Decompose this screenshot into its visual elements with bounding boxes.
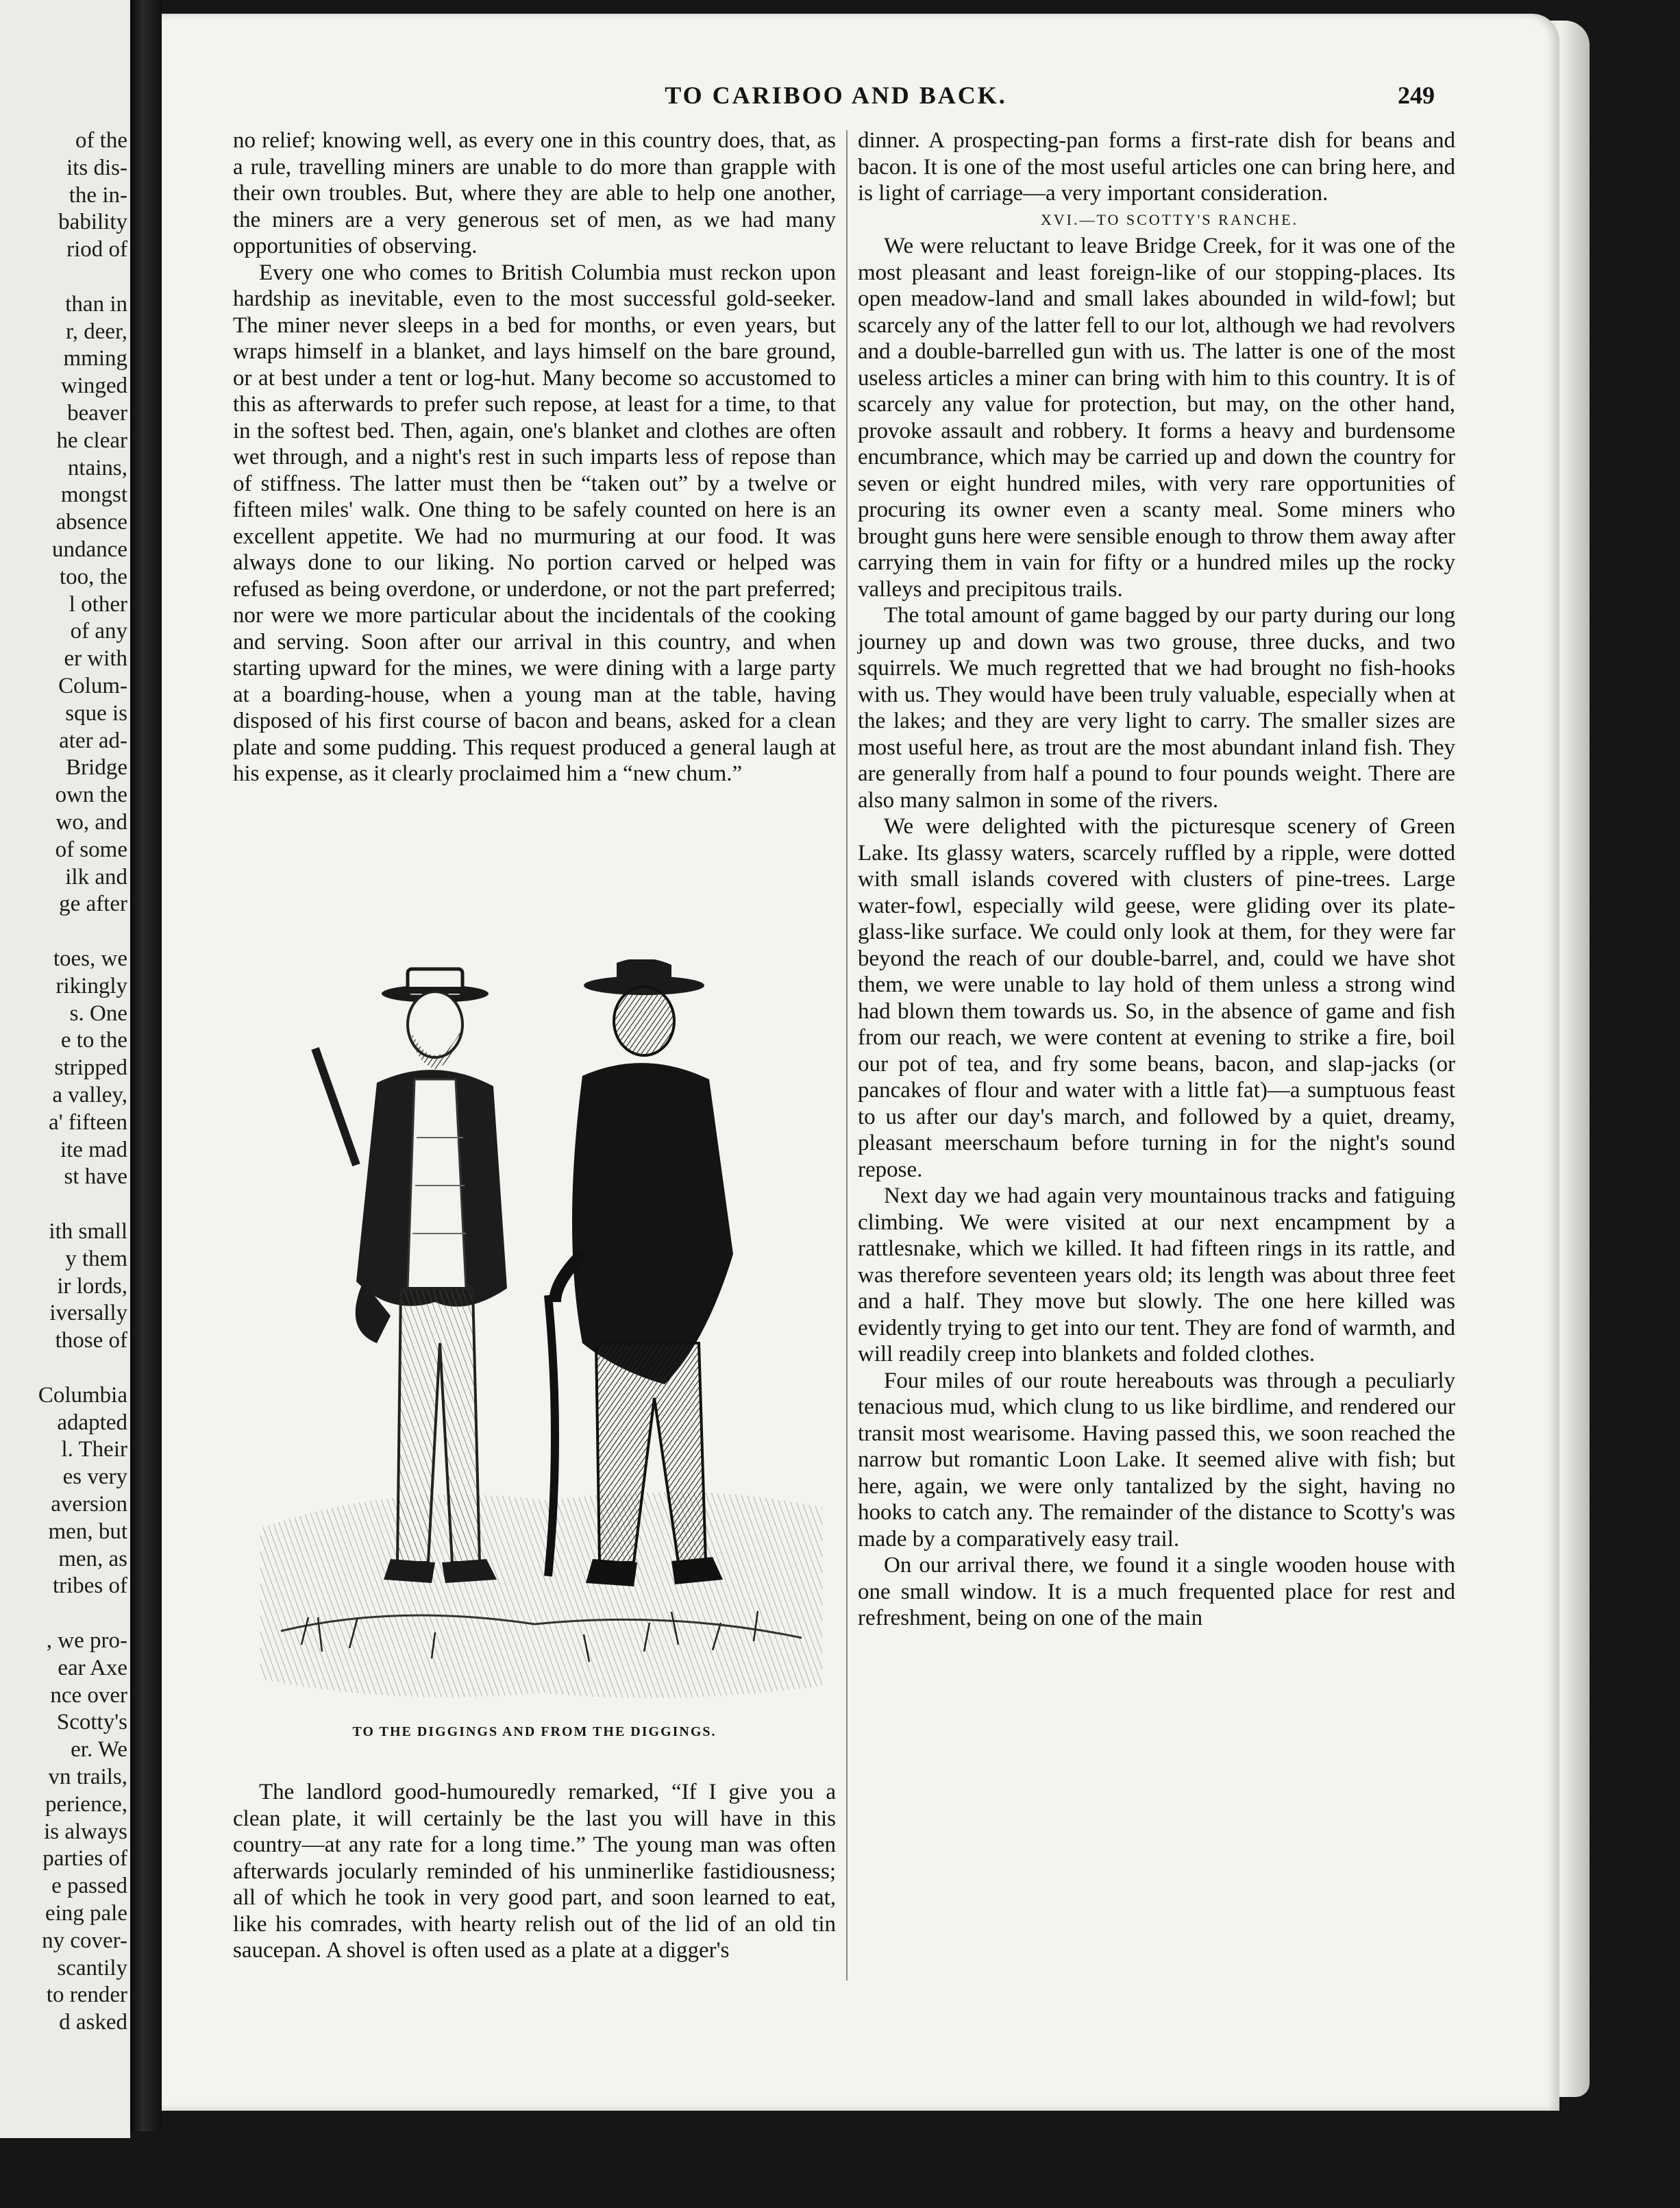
previous-page-line: ilk and: [65, 864, 127, 890]
miner-left-figure: [315, 969, 507, 1583]
previous-page-line: es very: [62, 1464, 127, 1490]
previous-page-line: s. One: [69, 1001, 127, 1026]
previous-page-line: perience,: [45, 1791, 127, 1817]
paragraph: no relief; knowing well, as every one in this country does, that, as a rule, travelling miners are unable to do more than grapple with their own troubles. But, where they are able to help one another, the miners are a very generous set of men, as we had many opportunities of observing.: [233, 128, 836, 258]
previous-page-line: e to the: [60, 1028, 127, 1053]
previous-page-line: aversion: [51, 1492, 127, 1517]
previous-page-line: beaver: [67, 401, 127, 426]
previous-page-line: l. Their: [61, 1437, 127, 1462]
previous-page-line: ater ad-: [59, 728, 127, 753]
previous-page-line: winged: [60, 373, 127, 399]
left-column-continued: [233, 1779, 836, 1964]
previous-page-line: men, as: [58, 1546, 127, 1571]
previous-page-line: mming: [63, 346, 127, 371]
previous-page-line: y them: [65, 1246, 127, 1271]
previous-page-line: Bridge: [66, 755, 127, 781]
previous-page-line: r, deer,: [66, 319, 127, 344]
previous-page-line: ear Axe: [58, 1655, 127, 1680]
previous-page-line: wo, and: [55, 810, 127, 835]
paragraph: On our arrival there, we found it a single wooden house with one small window. It is a much frequented place for rest and refreshment, being on one of the main: [858, 1553, 1455, 1630]
previous-page-line: parties of: [42, 1846, 127, 1872]
paragraph: The total amount of game bagged by our party during our long journey up and down was two grouse, three ducks, and two squirrels. We much regretted that we had brought no fish-hooks with us. They would have been truly valuable, especially when at the lakes; and they are very light to carry. The smaller sizes are most useful here, as trout are the most abundant inland fish. They are generally from half a pound to four pounds weight. There are also many salmon in some of the rivers.: [858, 603, 1455, 813]
previous-page-line: of the: [75, 128, 127, 153]
previous-page-line: ge after: [59, 892, 127, 917]
previous-page-line: er. We: [71, 1737, 127, 1763]
previous-page-line: too, the: [60, 564, 127, 589]
previous-page-line: iversally: [49, 1301, 127, 1326]
previous-page-line: mongst: [60, 482, 127, 508]
previous-page-line: bability: [58, 210, 127, 235]
previous-page-line: ntains,: [67, 455, 127, 480]
previous-page-line: l other: [69, 591, 127, 617]
previous-page-line: toes, we: [53, 946, 127, 971]
previous-page-line: the in-: [69, 182, 127, 208]
previous-page-line: of some: [55, 837, 127, 862]
previous-page-line: than in: [65, 291, 127, 317]
paragraph: Four miles of our route hereabouts was through a peculiarly tenacious mud, which clung to us like birdlime, and rendered our transit most wearisome. Having passed this, we soon reached the narrow but romantic Loon Lake. It seemed alive with fish; but here, again, we were only tantalized by the sight, having no hooks to catch any. The remainder of the distance to Scotty's was made by a comparatively easy trail.: [858, 1368, 1455, 1551]
previous-page-strip: [0, 0, 130, 2138]
previous-page-line: ny cover-: [42, 1928, 127, 1953]
column-rule: [846, 130, 848, 1980]
previous-page-line: vn trails,: [48, 1765, 127, 1789]
left-column: [233, 127, 836, 787]
miner-right-figure: [548, 959, 733, 1586]
previous-page-line: ith small: [49, 1219, 127, 1244]
paragraph: Every one who comes to British Columbia must reckon upon hardship as inevitable, even to the most successful gold-seeker. The miner never sleeps in a bed for months, or even years, but wraps himself in a blanket, and lays himself on the bare ground, or at best under a tent or log-hut. Many become so accustomed to this as afterwards to prefer such repose, at least for a time, to that in the softest bed. Then, again, one's blanket and clothes are often wet through, and a night's rest in such imparts less of repose than of stiffness. The latter must then be “taken out” by a twelve or fifteen miles' walk. One thing to be safely counted on here is an excellent appetite. We had no murmuring at our food. It was always done to our liking. No portion carved or helped was refused as being overdone, or underdone, or not the part preferred; nor were we more particular about the incidentals of the cooking and serving. Soon after our arrival in this country, and when starting upward for the mines, we were dining with a large party at a boarding-house, when a young man at the table, having disposed of his first course of bacon and beans, asked for a clean plate and some pudding. This request produced a general laugh at his expense, as it clearly proclaimed him a “new chum.”: [233, 260, 836, 786]
previous-page-line: eing pale: [45, 1901, 127, 1926]
previous-page-line: nce over: [50, 1682, 127, 1708]
book-spine: [130, 0, 162, 2131]
previous-page-line: riod of: [66, 237, 127, 262]
previous-page-line: men, but: [48, 1519, 127, 1544]
previous-page-line: sque is: [65, 700, 127, 726]
previous-page-line: scantily: [57, 1955, 127, 1980]
previous-page-line: stripped: [54, 1055, 127, 1081]
right-column: [858, 127, 1455, 1632]
paragraph: dinner. A prospecting-pan forms a first-rate dish for beans and bacon. It is one of the most useful articles one can bring here, and is light of carriage—a very important consideration.: [858, 128, 1455, 206]
engraving-miners-illustration: [260, 959, 822, 1720]
previous-page-line: Colum-: [58, 674, 127, 698]
previous-page-line: its dis-: [66, 155, 127, 180]
previous-page-line: Scotty's: [56, 1710, 127, 1735]
paragraph: Next day we had again very mountainous tracks and fatiguing climbing. We were visited at our next encampment by a rattlesnake, which we killed. It had fifteen rings in its rattle, and was therefore seventeen years old; its length was about three feet and a half. They move but slowly. The one here killed was evidently trying to get into our tent. They are fond of warmth, and will readily creep into blankets and folded clothes.: [858, 1183, 1455, 1366]
previous-page-line: st have: [64, 1164, 127, 1190]
paragraph: We were delighted with the picturesque scenery of Green Lake. Its glassy waters, scarcely ruffled by a ripple, were dotted with small islands covered with clusters of pine-trees. Large water-fowl, especially wild geese, were gliding over its plate-glass-like surface. We could only look at them, for they were far beyond the reach of our double-barrel, and, could we have shot them, we were unable to lay hold of them unless a strong wind had blown them towards us. So, in the absence of game and fish from our reach, we were content at evening to strike a fire, boil our pot of tea, and fry some beans, bacon, and slap-jacks (or pancakes of flour and water with a little fat)—a sumptuous feast to us after our day's march, and followed by a quiet, dreamy, pleasant meerschaum before turning in for the night's sound repose.: [858, 814, 1455, 1182]
previous-page-line: ite mad: [60, 1137, 127, 1162]
previous-page-line: own the: [55, 783, 127, 808]
previous-page-line: rikingly: [55, 973, 127, 998]
previous-page-line: those of: [55, 1328, 127, 1353]
previous-page-line: tribes of: [52, 1573, 127, 1599]
previous-page-line: adapted: [57, 1410, 127, 1435]
page-number: 249: [1398, 82, 1435, 109]
paragraph: The landlord good-humouredly remarked, “If I give you a clean plate, it will certainly be the last you will have in this country—at any rate for a long time.” The young man was often afterwards jocularly reminded of his unminerlike fastidiousness; all of which he took in very good part, and soon learned to eat, like his comrades, with hearty relish out of the lid of an old tin saucepan. A shovel is often used as a plate at a digger's: [233, 1780, 836, 1963]
previous-page-line: is always: [44, 1819, 127, 1844]
previous-page-line: e passed: [51, 1874, 127, 1899]
previous-page-line: he clear: [56, 428, 127, 453]
previous-page-line: absence: [55, 510, 127, 535]
previous-page-line: a' fifteen: [49, 1109, 127, 1135]
previous-page-line: of any: [70, 619, 127, 644]
previous-page-line: a valley,: [52, 1083, 127, 1107]
section-heading: XVI.—TO SCOTTY'S RANCHE.: [1040, 210, 1299, 228]
paragraph: We were reluctant to leave Bridge Creek, for it was one of the most pleasant and least foreign-like of our stopping-places. Its open meadow-land and small lakes abounded in wild-fowl; but scarcely any of the latter fell to our lot, although we had revolvers and a double-barrelled gun with us. The latter is one of the most useless articles a miner can bring with him to this country. It is of scarcely any value for protection, but may, on the other hand, provoke assault and robbery. It forms a heavy and burdensome encumbrance, which may be carried up and down the country for seven or eight hundred miles, with very rare opportunities of procuring its owner even a scanty meal. Some miners who brought guns here were sensible enough to throw them away after carrying them in vain for fifty or a hundred miles up the rocky valleys and precipitous trails.: [858, 234, 1455, 602]
previous-page-line: d asked: [59, 2010, 127, 2035]
previous-page-line: er with: [64, 646, 127, 672]
running-title: TO CARIBOO AND BACK.: [665, 82, 1007, 109]
previous-page-line: undance: [52, 537, 127, 562]
previous-page-line: to render: [46, 1983, 127, 2008]
previous-page-line: ir lords,: [57, 1273, 127, 1299]
previous-page-line: Columbia: [38, 1382, 127, 1408]
previous-page-line: , we pro-: [46, 1628, 127, 1653]
figure-caption: TO THE DIGGINGS AND FROM THE DIGGINGS.: [352, 1724, 717, 1739]
